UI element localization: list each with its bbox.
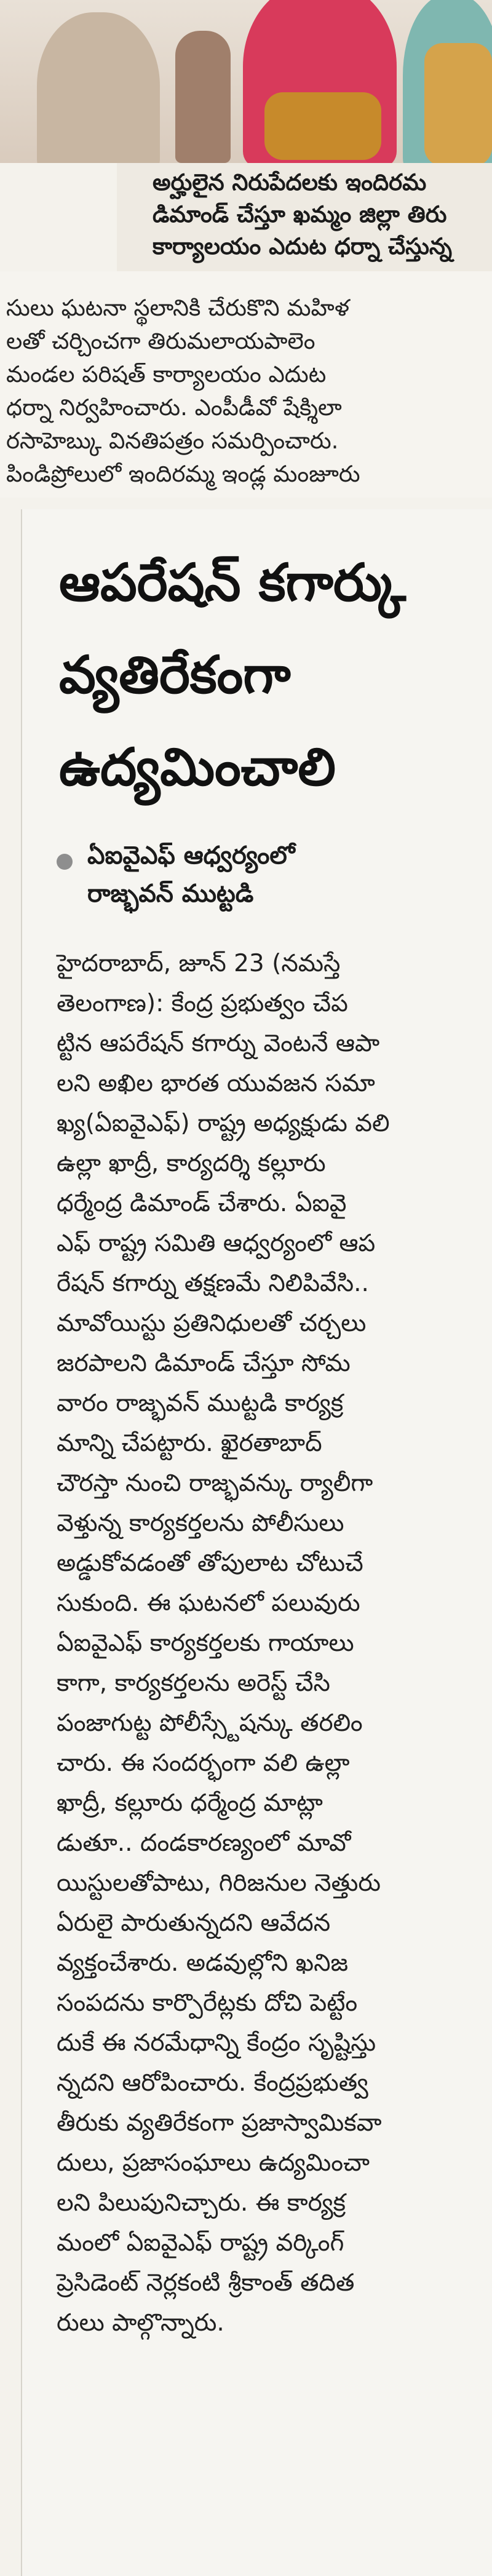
photo-figure bbox=[175, 31, 231, 163]
paragraph-line: పిండిప్రోలులో ఇందిరమ్మ ఇండ్ల మంజూరు bbox=[6, 461, 360, 487]
article-body-line: మావోయిస్టు ప్రతినిధులతో చర్చలు bbox=[57, 1310, 367, 1337]
article-body-line: రేషన్ కగార్ను తక్షణమే నిలిపివేసి.. bbox=[57, 1270, 369, 1297]
paragraph-line: రసాహెబ్కు వినతిపత్రం సమర్పించారు. bbox=[6, 427, 339, 454]
photo-figure bbox=[37, 12, 160, 163]
article-body-line: సుకుంది. ఈ ఘటనలో పలువురు bbox=[57, 1589, 360, 1617]
article-body-line: లని అఖిల భారత యువజన సమా bbox=[57, 1070, 375, 1097]
headline-line: ఉద్యమించాలి bbox=[59, 737, 336, 797]
article-body-line: ధర్మేంద్ర డిమాండ్ చేశారు. ఏఐవై bbox=[57, 1190, 347, 1217]
article-body-line: ఖాద్రీ, కల్లూరు ధర్మేంద్ర మాట్లా bbox=[57, 1789, 323, 1817]
paragraph-line: ధర్నా నిర్వహించారు. ఎంపీడీవో షేక్శిలా bbox=[6, 394, 342, 421]
caption-line: కార్యాలయం ఎదుట ధర్నా చేస్తున్న bbox=[153, 233, 452, 260]
article-body-line: డుతూ.. దండకారణ్యంలో మావో bbox=[57, 1829, 351, 1857]
article-body-line: ప్రెసిడెంట్ నెర్లకంటి శ్రీకాంత్ తదిత bbox=[57, 2269, 355, 2297]
article-body-line: రులు పాల్గొన్నారు. bbox=[57, 2309, 224, 2337]
article-body-line: యిస్టులతోపాటు, గిరిజనుల నెత్తురు bbox=[57, 1869, 381, 1897]
photo-caption bbox=[117, 163, 492, 271]
article-body-line: ఏఐవైఎఫ్ కార్యకర్తలకు గాయాలు bbox=[57, 1629, 354, 1657]
article-body-line: మాన్ని చేపట్టారు. ఖైరతాబాద్ bbox=[57, 1429, 322, 1457]
article-body-line: పంజాగుట్ట పోలీస్స్టేషన్కు తరలిం bbox=[57, 1709, 363, 1737]
article-body-line: అడ్డుకోవడంతో తోపులాట చోటుచే bbox=[57, 1549, 363, 1577]
article-body-line: చౌరస్తా నుంచి రాజ్భవన్కు ర్యాలీగా bbox=[57, 1469, 373, 1497]
caption-line: డిమాండ్ చేస్తూ ఖమ్మం జిల్లా తిరు bbox=[153, 201, 447, 228]
article-body-line: వారం రాజ్భవన్ ముట్టడి కార్యక్ర bbox=[57, 1389, 344, 1417]
article-body-line: దులు, ప్రజాసంఘాలు ఉద్యమించా bbox=[57, 2149, 370, 2177]
article-body-line: తీరుకు వ్యతిరేకంగా ప్రజాస్వామికవా bbox=[57, 2109, 382, 2137]
article-body-line: వెళ్తున్న కార్యకర్తలను పోలీసులు bbox=[57, 1509, 344, 1537]
article-subheading bbox=[57, 841, 481, 934]
article-body-line: ఉల్లా ఖాద్రీ, కార్యదర్శి కల్లూరు bbox=[57, 1150, 326, 1177]
paragraph-line: లతో చర్చించగా తిరుమలాయపాలెం bbox=[6, 328, 315, 354]
article-body-line: న్నదని ఆరోపించారు. కేంద్రప్రభుత్వ bbox=[57, 2069, 368, 2097]
article-body-line: వ్యక్తంచేశారు. అడవుల్లోని ఖనిజ bbox=[57, 1949, 348, 1977]
photo-figure bbox=[424, 43, 492, 163]
article-body-line: ట్టిన ఆపరేషన్ కగార్ను వెంటనే ఆపా bbox=[57, 1030, 380, 1057]
paragraph-line: మండల పరిషత్ కార్యాలయం ఎదుట bbox=[6, 361, 327, 388]
article-body-line: లని పిలుపునిచ్చారు. ఈ కార్యక్ర bbox=[57, 2189, 346, 2217]
article-body-line: ఏరులై పారుతున్నదని ఆవేదన bbox=[57, 1909, 331, 1937]
bullet-dot-icon bbox=[57, 854, 73, 870]
main-article bbox=[21, 509, 492, 2576]
news-photo bbox=[0, 0, 492, 163]
article-body-line: ఖ్య(ఏఐవైఎఫ్) రాష్ట్ర అధ్యక్షుడు వలి bbox=[57, 1110, 390, 1137]
paragraph-line: సులు ఘటనా స్థలానికి చేరుకొని మహిళ bbox=[6, 295, 349, 321]
article-body-line: మంలో ఏఐవైఎఫ్ రాష్ట్ర వర్కింగ్ bbox=[57, 2229, 344, 2257]
article-body-line: సంపదను కార్పొరేట్లకు దోచి పెట్టేం bbox=[57, 1989, 358, 2017]
article-body-line: హైదరాబాద్, జూన్ 23 (నమస్తే bbox=[57, 950, 341, 977]
subheading-line: ఏఐవైఎఫ్ ఆధ్వర్యంలో bbox=[87, 841, 295, 870]
article-body-line: ఎఫ్ రాష్ట్ర సమితి ఆధ్వర్యంలో ఆప bbox=[57, 1230, 376, 1257]
headline-line: వ్యతిరేకంగా bbox=[59, 645, 291, 705]
article-body-line: దుకే ఈ నరమేధాన్ని కేంద్రం సృష్టిస్తు bbox=[57, 2029, 376, 2057]
photo-figure bbox=[264, 92, 381, 160]
article-body-line: తెలంగాణ): కేంద్ర ప్రభుత్వం చేప bbox=[57, 990, 348, 1017]
headline-line: ఆపరేషన్ కగార్కు bbox=[59, 552, 407, 613]
article-body-line: చారు. ఈ సందర్భంగా వలి ఉల్లా bbox=[57, 1749, 350, 1777]
caption-line: అర్హులైన నిరుపేదలకు ఇందిరమ bbox=[153, 169, 427, 196]
article-body-line: కాగా, కార్యకర్తలను అరెస్ట్ చేసి bbox=[57, 1669, 330, 1697]
previous-article-text bbox=[0, 271, 492, 498]
article-body-line: జరపాలని డిమాండ్ చేస్తూ సోమ bbox=[57, 1350, 351, 1377]
subheading-line: రాజ్భవన్ ముట్టడి bbox=[87, 880, 254, 908]
